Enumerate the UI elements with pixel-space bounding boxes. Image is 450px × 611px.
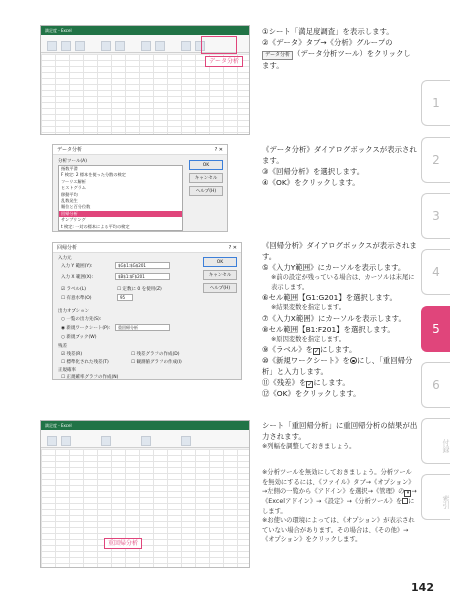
residuals-section-label: 残差: [58, 344, 67, 349]
analysis-tool-item[interactable]: フーリエ解析: [61, 178, 86, 184]
normal-prob-checkbox[interactable]: ☐ 正規確率グラフの作成(N): [61, 375, 119, 380]
step-7: ⑦《入力X範囲》にカーソルを表示します。: [262, 313, 406, 323]
checkbox-icon: ✓: [313, 348, 320, 355]
analysis-tool-item[interactable]: 回帰分析: [59, 211, 182, 217]
step-5: ⑤《入力Y範囲》にカーソルを表示します。: [262, 263, 406, 272]
chapter-tab[interactable]: 5: [421, 306, 450, 352]
instructions-1: [262, 26, 418, 71]
ribbon-highlight: [201, 36, 237, 54]
radio-icon: [350, 357, 357, 364]
chapter-tab[interactable]: 3: [421, 193, 450, 239]
step-9-text-b: にします。: [319, 345, 357, 354]
chapter-tab[interactable]: 6: [421, 362, 450, 408]
note-result: ※列幅を調整しておきましょう。: [262, 443, 356, 450]
ok-button[interactable]: OK: [203, 257, 237, 267]
step-9: [262, 344, 418, 355]
help-button[interactable]: ヘルプ(H): [189, 186, 223, 196]
step-9-text-a: ⑨《ラベル》を: [262, 345, 313, 354]
note-8: ※原因変数を指定します。: [271, 335, 346, 343]
excel-screenshot-2: [40, 420, 250, 568]
output-section-label: 出力オプション: [58, 309, 90, 314]
instructions-3: [262, 240, 418, 399]
confidence-label: 有意水準(O): [66, 296, 92, 301]
note-6: ※結果変数を指定します。: [271, 304, 346, 311]
data-analysis-button-icon: データ分析: [262, 51, 293, 60]
step-2-text-a: ②《データ》タブ→《分析》グループの: [262, 38, 393, 47]
analysis-tool-item[interactable]: 乱数発生: [61, 198, 78, 204]
step-1: ①シート「満足度調査」を表示します。: [262, 27, 394, 36]
close-icon[interactable]: ? ✕: [214, 147, 223, 153]
footnotes: [262, 468, 418, 545]
residuals-checkbox[interactable]: ☑ 残差(R): [61, 352, 83, 357]
constant-checkbox[interactable]: ☐ 定数に 0 を使用(Z): [117, 287, 162, 292]
footnote-1-text-c: にします。: [262, 498, 415, 515]
analysis-tool-item[interactable]: F 検定: 2 標本を使った分散の検定: [61, 172, 126, 178]
labels-label: ラベル(L): [66, 287, 86, 292]
std-residuals-checkbox[interactable]: ☐ 標準化された残差(T): [61, 360, 109, 365]
excel-title-bar: 満足度 - Excel: [41, 421, 249, 430]
step-11-text-a: ⑪《残差》を: [262, 378, 307, 387]
step-3: ③《回帰分析》を選択します。: [262, 167, 365, 176]
note-5: ※前の設定が残っている場合は、カーソルは末尾に表示します。: [271, 274, 415, 291]
normal-prob-section-label: 正規確率: [58, 368, 76, 373]
dialog-title: 回帰分析: [57, 245, 78, 251]
analysis-tool-item[interactable]: ヒストグラム: [61, 185, 86, 191]
x-range-label: 入力 X 範囲(X):: [61, 275, 94, 280]
instructions-4: [262, 420, 418, 452]
output-range-radio[interactable]: ○ 一覧の出力先(S):: [61, 317, 102, 322]
step-4: ④《OK》をクリックします。: [262, 178, 360, 187]
footnote-1-text-b: →《Excelアドイン》→《設定》→《分析ツール》を: [262, 488, 417, 505]
new-sheet-label: 新規ワークシート(P):: [66, 326, 111, 331]
excel-screenshot-1: [40, 25, 250, 135]
x-range-input[interactable]: $B$1:$F$201: [115, 273, 170, 280]
instructions-2: [262, 144, 418, 188]
cancel-button[interactable]: キャンセル: [203, 270, 237, 280]
step-11: [262, 377, 418, 388]
step-8: ⑧セル範囲【B1:F201】を選択します。: [262, 324, 395, 334]
new-sheet-radio[interactable]: ◉ 新規ワークシート(P):: [61, 326, 111, 331]
data-analysis-callout-label: データ分析: [209, 58, 240, 65]
y-range-input[interactable]: $G$1:$G$201: [115, 262, 170, 269]
step-10-text-b: にし、「重回帰分析」と入力します。: [262, 356, 413, 376]
regression-dialog: [52, 242, 242, 380]
excel-ribbon: [41, 430, 249, 448]
resid-plot-label: 残差グラフの作成(D): [136, 352, 180, 357]
analysis-tool-item[interactable]: 移動平均: [61, 191, 78, 197]
analysis-tool-item[interactable]: サンプリング: [61, 217, 86, 223]
chapter-tab[interactable]: 索引: [421, 474, 450, 520]
new-book-label: 新規ブック(W): [66, 335, 97, 340]
regression-intro: 《回帰分析》ダイアログボックスが表示されます。: [262, 241, 417, 261]
analysis-tool-item[interactable]: 順位と百分位数: [61, 204, 91, 210]
footnote-1-text-a: ※分析ツールを無効にしておきましょう。分析ツールを無効にするには、《ファイル》タブ→《オプション》→左側の一覧から《アドイン》を選択→《管理》の: [262, 469, 415, 495]
step-10: [262, 355, 418, 377]
result-text: シート「重回帰分析」に重回帰分析の結果が出力されます。: [262, 421, 418, 441]
analysis-tool-item[interactable]: 指数平滑: [61, 166, 78, 171]
dropdown-icon: ▾: [404, 490, 411, 497]
residuals-label: 残差(R): [66, 352, 83, 357]
output-range-label: 一覧の出力先(S):: [66, 317, 102, 322]
line-fit-checkbox[interactable]: ☐ 観測値グラフの作成(I): [131, 360, 182, 365]
ok-button[interactable]: OK: [189, 160, 223, 170]
checkbox-icon: ✓: [307, 381, 313, 388]
close-icon[interactable]: ? ✕: [228, 245, 237, 251]
normal-prob-label: 正規確率グラフの作成(N): [66, 375, 119, 380]
chapter-tab[interactable]: 1: [421, 80, 450, 126]
tool-list-label: 分析ツール(A): [58, 159, 87, 164]
step-12: ⑫《OK》をクリックします。: [262, 389, 361, 398]
regression-sheet-callout: [104, 538, 142, 549]
analysis-tool-list[interactable]: [58, 165, 183, 231]
data-analysis-dialog: [52, 144, 228, 232]
dialog-intro: 《データ分析》ダイアログボックスが表示されます。: [262, 145, 417, 165]
footnote-1: [262, 468, 418, 516]
chapter-tab[interactable]: 4: [421, 249, 450, 295]
regression-sheet-callout-label: 重回帰分析: [108, 540, 139, 547]
confidence-checkbox[interactable]: ☐ 有意水準(O): [61, 296, 92, 301]
confidence-input[interactable]: 95: [117, 294, 133, 301]
data-analysis-callout: [205, 56, 243, 67]
std-residuals-label: 標準化された残差(T): [66, 360, 109, 365]
y-range-label: 入力 Y 範囲(Y):: [61, 264, 93, 269]
page-number: 142: [411, 581, 434, 594]
resid-plot-checkbox[interactable]: ☐ 残差グラフの作成(D): [131, 352, 180, 357]
chapter-tab[interactable]: 2: [421, 137, 450, 183]
excel-title-bar: 満足度 - Excel: [41, 26, 249, 35]
footnote-2: ※お使いの環境によっては、《オプション》が表示されていない場合があります。その場合は、《その他》→《オプション》をクリックします。: [262, 517, 415, 543]
step-2-text-b: （データ分析ツール）をクリックします。: [262, 49, 411, 70]
analysis-tool-item[interactable]: t 検定: 一対の標本による平均の検定: [61, 223, 130, 229]
labels-checkbox[interactable]: ☑ ラベル(L): [61, 287, 86, 292]
step-6: ⑥セル範囲【G1:G201】を選択します。: [262, 293, 397, 302]
input-section-label: 入力元: [58, 256, 72, 261]
new-book-radio[interactable]: ○ 新規ブック(W): [61, 335, 97, 340]
cancel-button[interactable]: キャンセル: [189, 173, 223, 183]
dialog-title: データ分析: [57, 147, 83, 153]
excel-grid: [41, 449, 249, 567]
help-button[interactable]: ヘルプ(H): [203, 283, 237, 293]
new-sheet-input[interactable]: 重回帰分析: [115, 324, 170, 331]
chapter-tab[interactable]: 付録: [421, 418, 450, 464]
step-11-text-b: にします。: [313, 378, 350, 387]
line-fit-label: 観測値グラフの作成(I): [136, 360, 182, 365]
constant-label: 定数に 0 を使用(Z): [122, 287, 162, 292]
step-10-text-a: ⑩《新規ワークシート》を: [262, 356, 350, 365]
step-2: [262, 37, 418, 71]
